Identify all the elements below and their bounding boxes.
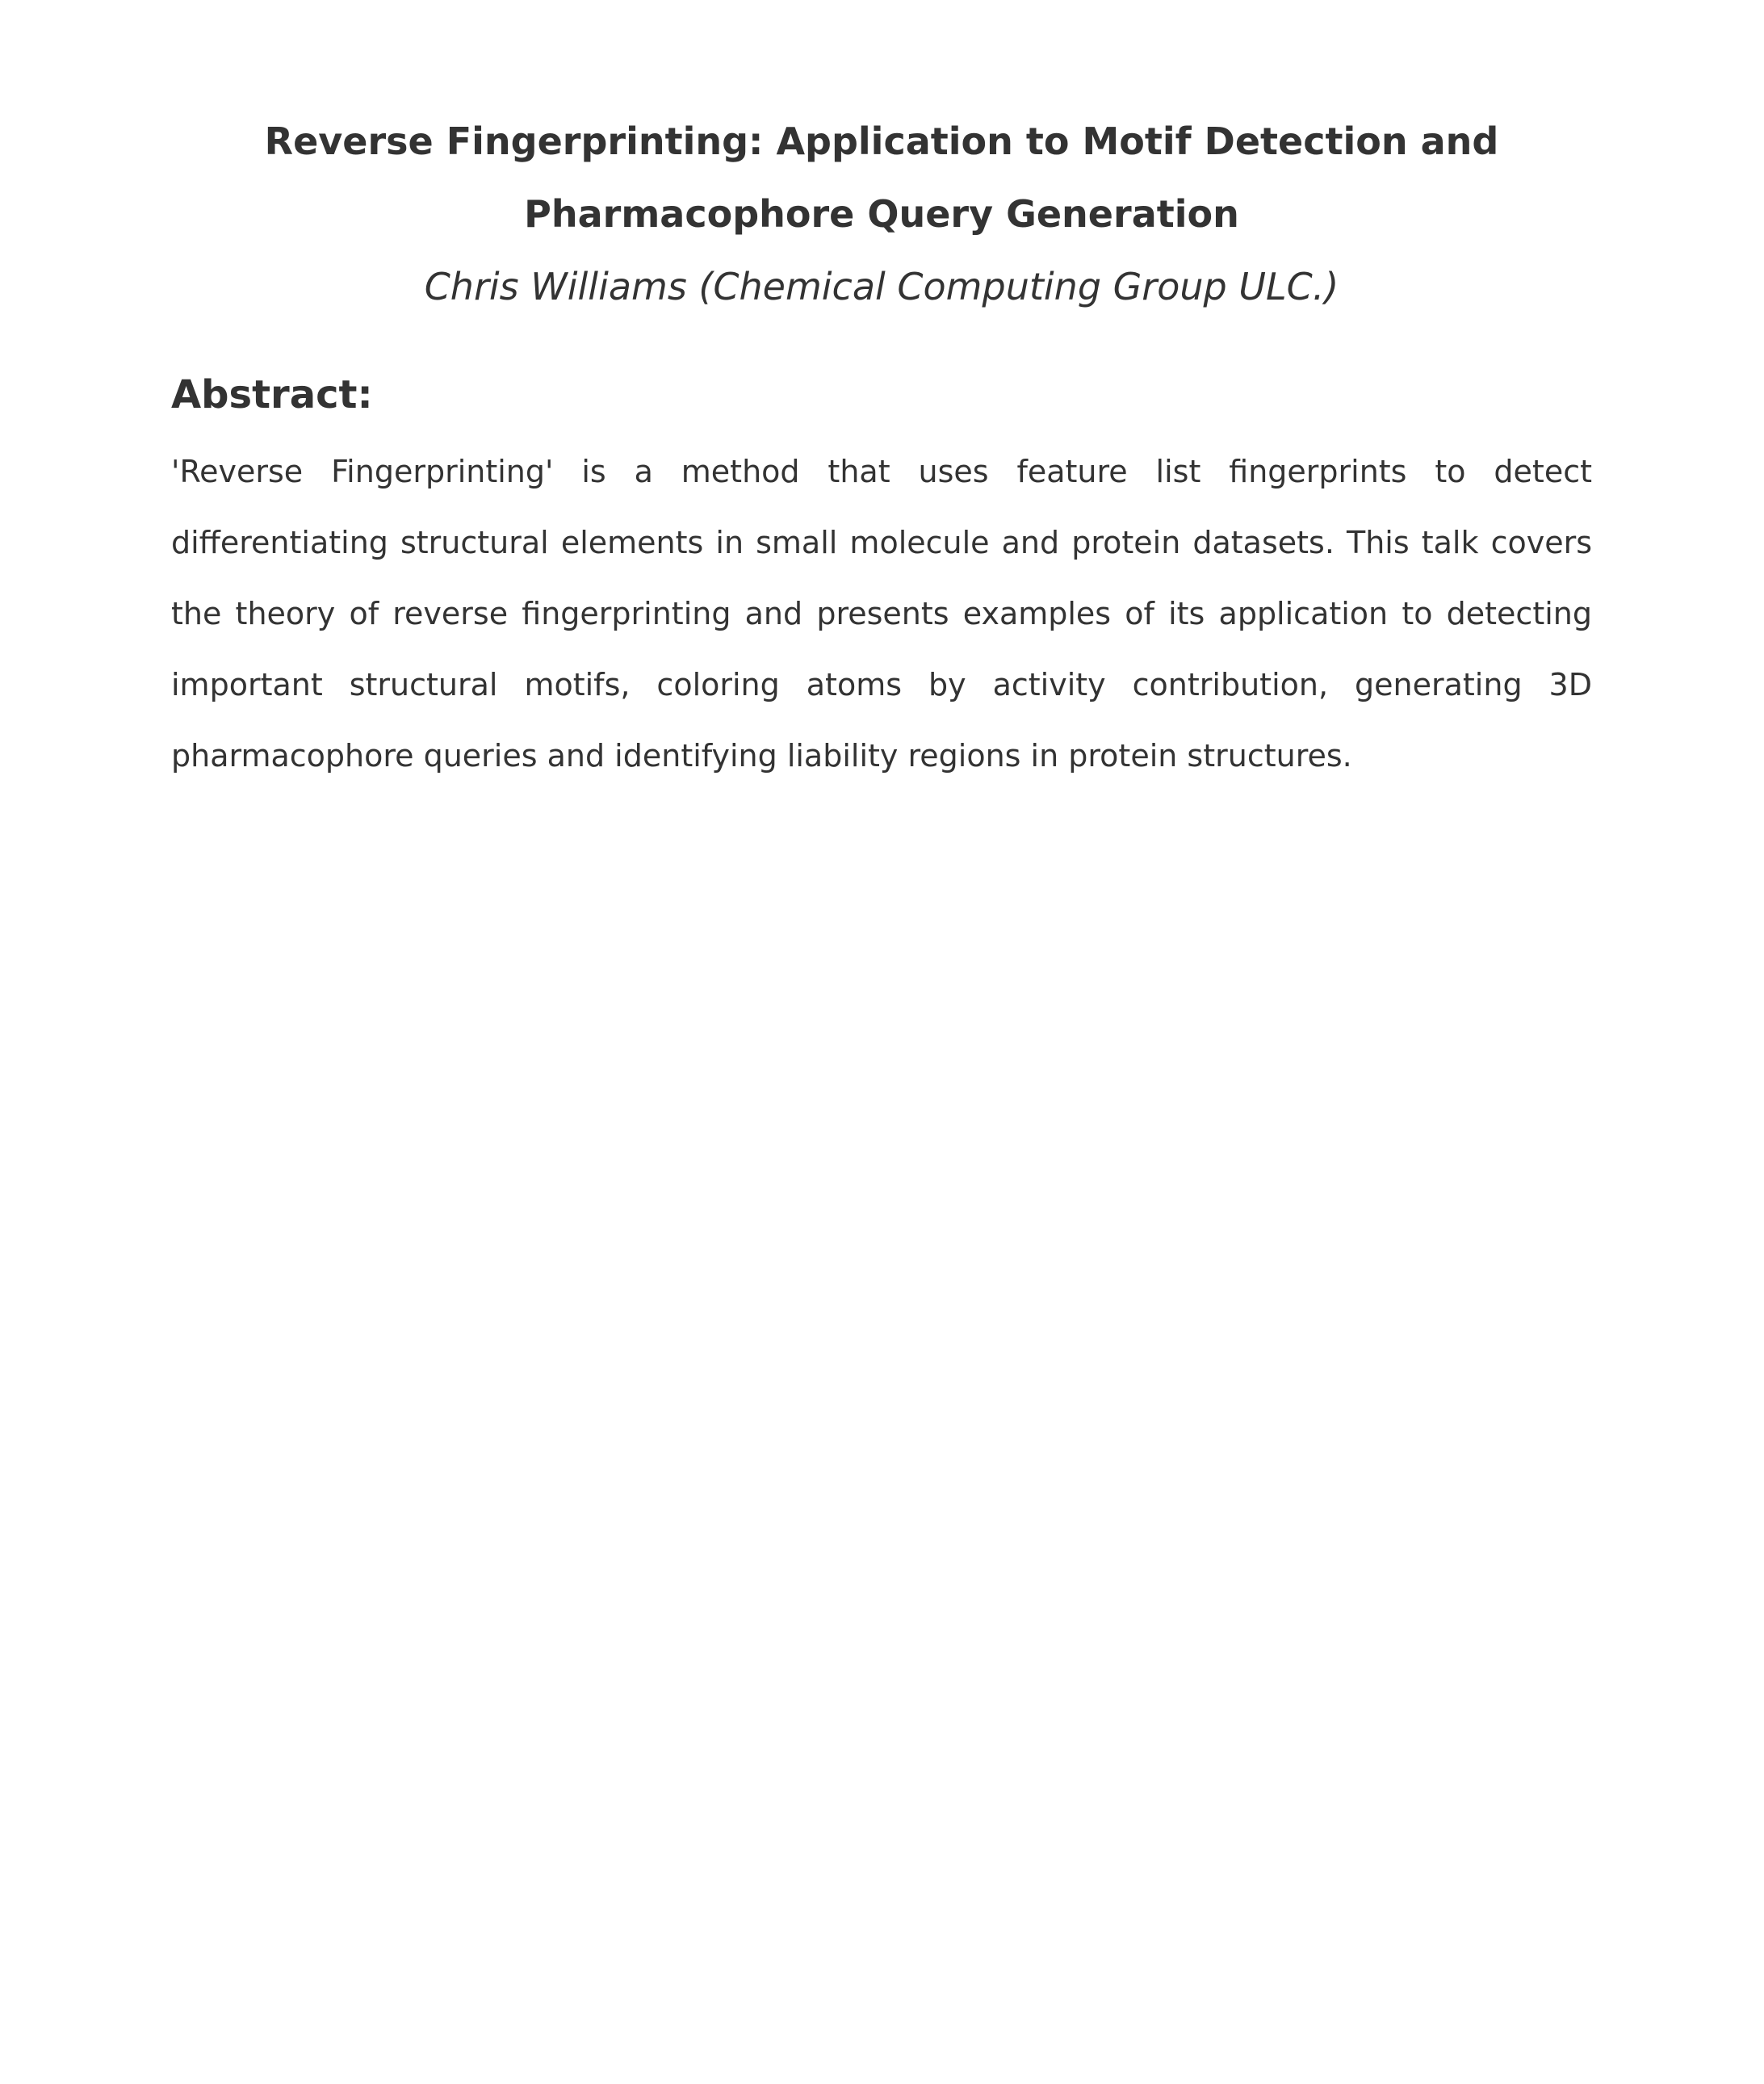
- abstract-body: 'Reverse Fingerprinting' is a method that uses feature list fingerprints to detect differentiating structural elements in small molecule and protein datasets. This talk covers the theory of reverse fingerprinting and presents examples of its application to detecting important structural motifs, coloring atoms by activity contribution, generating 3D pharmacophore queries and identifying liability regions in protein structures.: [171, 454, 1592, 774]
- document-page: [171, 105, 1592, 791]
- abstract-colon: :: [357, 372, 373, 417]
- paper-title: Reverse Fingerprinting: Application to Motif Detection and Pharmacophore Query Generation: [264, 120, 1499, 236]
- abstract-heading: [171, 359, 1592, 431]
- author-line: Chris Williams (Chemical Computing Group ULC.): [424, 265, 1339, 308]
- abstract-label: Abstract: [171, 372, 358, 417]
